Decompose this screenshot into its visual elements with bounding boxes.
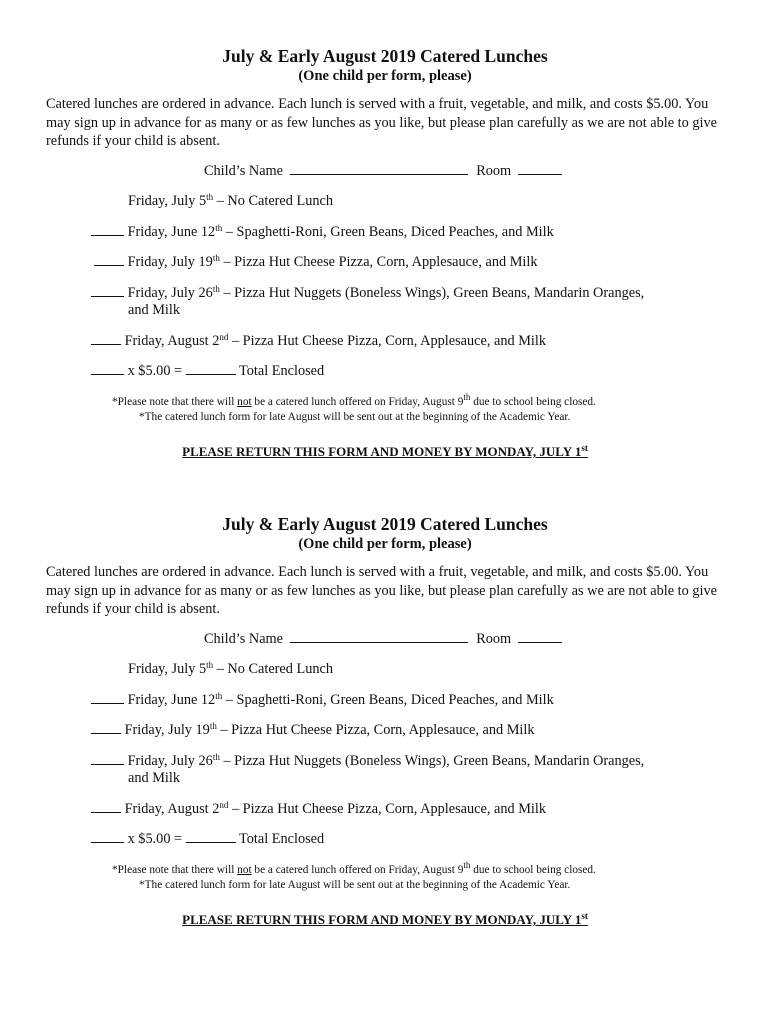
- room-field[interactable]: [518, 630, 562, 643]
- form-title: July & Early August 2019 Catered Lunches: [222, 514, 548, 534]
- return-suffix: st: [581, 911, 588, 921]
- note-no-lunch: [112, 392, 596, 408]
- lunch-desc: – Pizza Hut Nuggets (Boneless Wings), Green Beans, Mandarin Oranges,: [223, 753, 645, 769]
- quantity-blank[interactable]: [91, 223, 124, 236]
- form-title: July & Early August 2019 Catered Lunches: [222, 46, 548, 66]
- note-text: be a catered lunch offered on Friday, August 9: [251, 864, 464, 876]
- day-suffix: th: [215, 223, 223, 233]
- quantity-blank[interactable]: [94, 253, 124, 266]
- note-emphasis: not: [237, 396, 252, 408]
- quantity-blank[interactable]: [91, 691, 124, 704]
- note-emphasis: not: [237, 864, 252, 876]
- day-suffix: th: [206, 192, 214, 202]
- lunch-item: [91, 800, 546, 818]
- day-suffix: nd: [219, 800, 229, 810]
- total-count-blank[interactable]: [91, 830, 124, 843]
- note-text: *Please note that there will: [112, 396, 238, 408]
- lunch-day: Friday, August 2: [124, 333, 220, 349]
- lunch-day: Friday, June 12: [127, 692, 216, 708]
- total-row: [91, 362, 324, 380]
- room-label: Room: [476, 163, 512, 179]
- room-field[interactable]: [518, 162, 562, 175]
- note-suffix: th: [463, 392, 471, 402]
- lunch-item: [128, 193, 333, 210]
- quantity-blank[interactable]: [91, 332, 121, 345]
- lunch-day: Friday, July 26: [127, 285, 213, 301]
- lunch-item: [91, 223, 554, 241]
- child-name-row: [204, 162, 562, 180]
- note-late-august: *The catered lunch form for late August will be sent out at the beginning of the Academic Year.: [139, 879, 571, 891]
- lunch-day: Friday, August 2: [124, 801, 220, 817]
- lunch-desc: – Pizza Hut Cheese Pizza, Corn, Applesauce, and Milk: [231, 333, 547, 349]
- lunch-item: [128, 661, 333, 678]
- note-text: due to school being closed.: [470, 864, 596, 876]
- total-label: Total Enclosed: [239, 831, 325, 847]
- note-text: due to school being closed.: [470, 396, 596, 408]
- lunch-item: [91, 284, 644, 302]
- quantity-blank[interactable]: [91, 721, 121, 734]
- total-multiplier: x $5.00 =: [127, 363, 183, 379]
- total-count-blank[interactable]: [91, 362, 124, 375]
- lunch-day: Friday, July 26: [127, 753, 213, 769]
- lunch-day: Friday, July 19: [127, 254, 213, 270]
- return-notice: [0, 444, 770, 460]
- form-subtitle: (One child per form, please): [298, 68, 472, 84]
- lunch-item: [91, 332, 546, 350]
- child-name-label: Child’s Name: [204, 163, 284, 179]
- form-subtitle: (One child per form, please): [298, 536, 472, 552]
- day-suffix: th: [212, 253, 220, 263]
- lunch-desc: – Pizza Hut Cheese Pizza, Corn, Applesauce, and Milk: [231, 801, 547, 817]
- intro-paragraph: Catered lunches are ordered in advance. Each lunch is served with a fruit, vegetable, and milk, and costs $5.00. You may sign up in advance for as many or as few lunches as you like, but please plan carefully as we are not able to give refunds if your child is absent.: [46, 564, 717, 617]
- lunch-item: [91, 721, 535, 739]
- day-suffix: th: [212, 752, 220, 762]
- lunch-desc: – Spaghetti-Roni, Green Beans, Diced Peaches, and Milk: [225, 692, 554, 708]
- lunch-day: Friday, June 12: [127, 224, 216, 240]
- lunch-item: [91, 752, 644, 770]
- lunch-desc: – Pizza Hut Cheese Pizza, Corn, Applesauce, and Milk: [220, 722, 535, 738]
- note-late-august: *The catered lunch form for late August will be sent out at the beginning of the Academic Year.: [139, 411, 571, 423]
- lunch-day: Friday, July 5: [128, 193, 207, 209]
- quantity-blank[interactable]: [91, 752, 124, 765]
- lunch-desc-cont: and Milk: [128, 302, 181, 318]
- lunch-item: [91, 691, 554, 709]
- total-amount-blank[interactable]: [186, 362, 236, 375]
- day-suffix: nd: [219, 332, 229, 342]
- lunch-desc: – No Catered Lunch: [216, 661, 334, 677]
- return-notice: [0, 912, 770, 928]
- room-label: Room: [476, 631, 512, 647]
- lunch-day: Friday, July 19: [124, 722, 210, 738]
- lunch-desc: – Pizza Hut Cheese Pizza, Corn, Applesauce, and Milk: [223, 254, 538, 270]
- note-text: *Please note that there will: [112, 864, 238, 876]
- day-suffix: th: [209, 721, 217, 731]
- child-name-label: Child’s Name: [204, 631, 284, 647]
- day-suffix: th: [212, 284, 220, 294]
- total-multiplier: x $5.00 =: [127, 831, 183, 847]
- return-text: PLEASE RETURN THIS FORM AND MONEY BY MONDAY, JULY 1: [182, 912, 582, 927]
- total-amount-blank[interactable]: [186, 830, 236, 843]
- quantity-blank[interactable]: [91, 284, 124, 297]
- day-suffix: th: [206, 660, 214, 670]
- child-name-row: [204, 630, 562, 648]
- total-row: [91, 830, 324, 848]
- intro-paragraph: Catered lunches are ordered in advance. Each lunch is served with a fruit, vegetable, and milk, and costs $5.00. You may sign up in advance for as many or as few lunches as you like, but please plan carefully as we are not able to give refunds if your child is absent.: [46, 96, 717, 149]
- lunch-item: [94, 253, 538, 271]
- lunch-desc: – No Catered Lunch: [216, 193, 334, 209]
- quantity-blank[interactable]: [91, 800, 121, 813]
- lunch-desc: – Pizza Hut Nuggets (Boneless Wings), Green Beans, Mandarin Oranges,: [223, 285, 645, 301]
- catered-lunch-form-2: [0, 468, 770, 928]
- return-suffix: st: [581, 443, 588, 453]
- lunch-desc: – Spaghetti-Roni, Green Beans, Diced Peaches, and Milk: [225, 224, 554, 240]
- child-name-field[interactable]: [290, 162, 468, 175]
- note-text: be a catered lunch offered on Friday, August 9: [251, 396, 464, 408]
- return-text: PLEASE RETURN THIS FORM AND MONEY BY MONDAY, JULY 1: [182, 444, 582, 459]
- total-label: Total Enclosed: [239, 363, 325, 379]
- note-no-lunch: [112, 860, 596, 876]
- child-name-field[interactable]: [290, 630, 468, 643]
- note-suffix: th: [463, 860, 471, 870]
- lunch-day: Friday, July 5: [128, 661, 207, 677]
- catered-lunch-form-1: [0, 0, 770, 460]
- day-suffix: th: [215, 691, 223, 701]
- lunch-desc-cont: and Milk: [128, 770, 181, 786]
